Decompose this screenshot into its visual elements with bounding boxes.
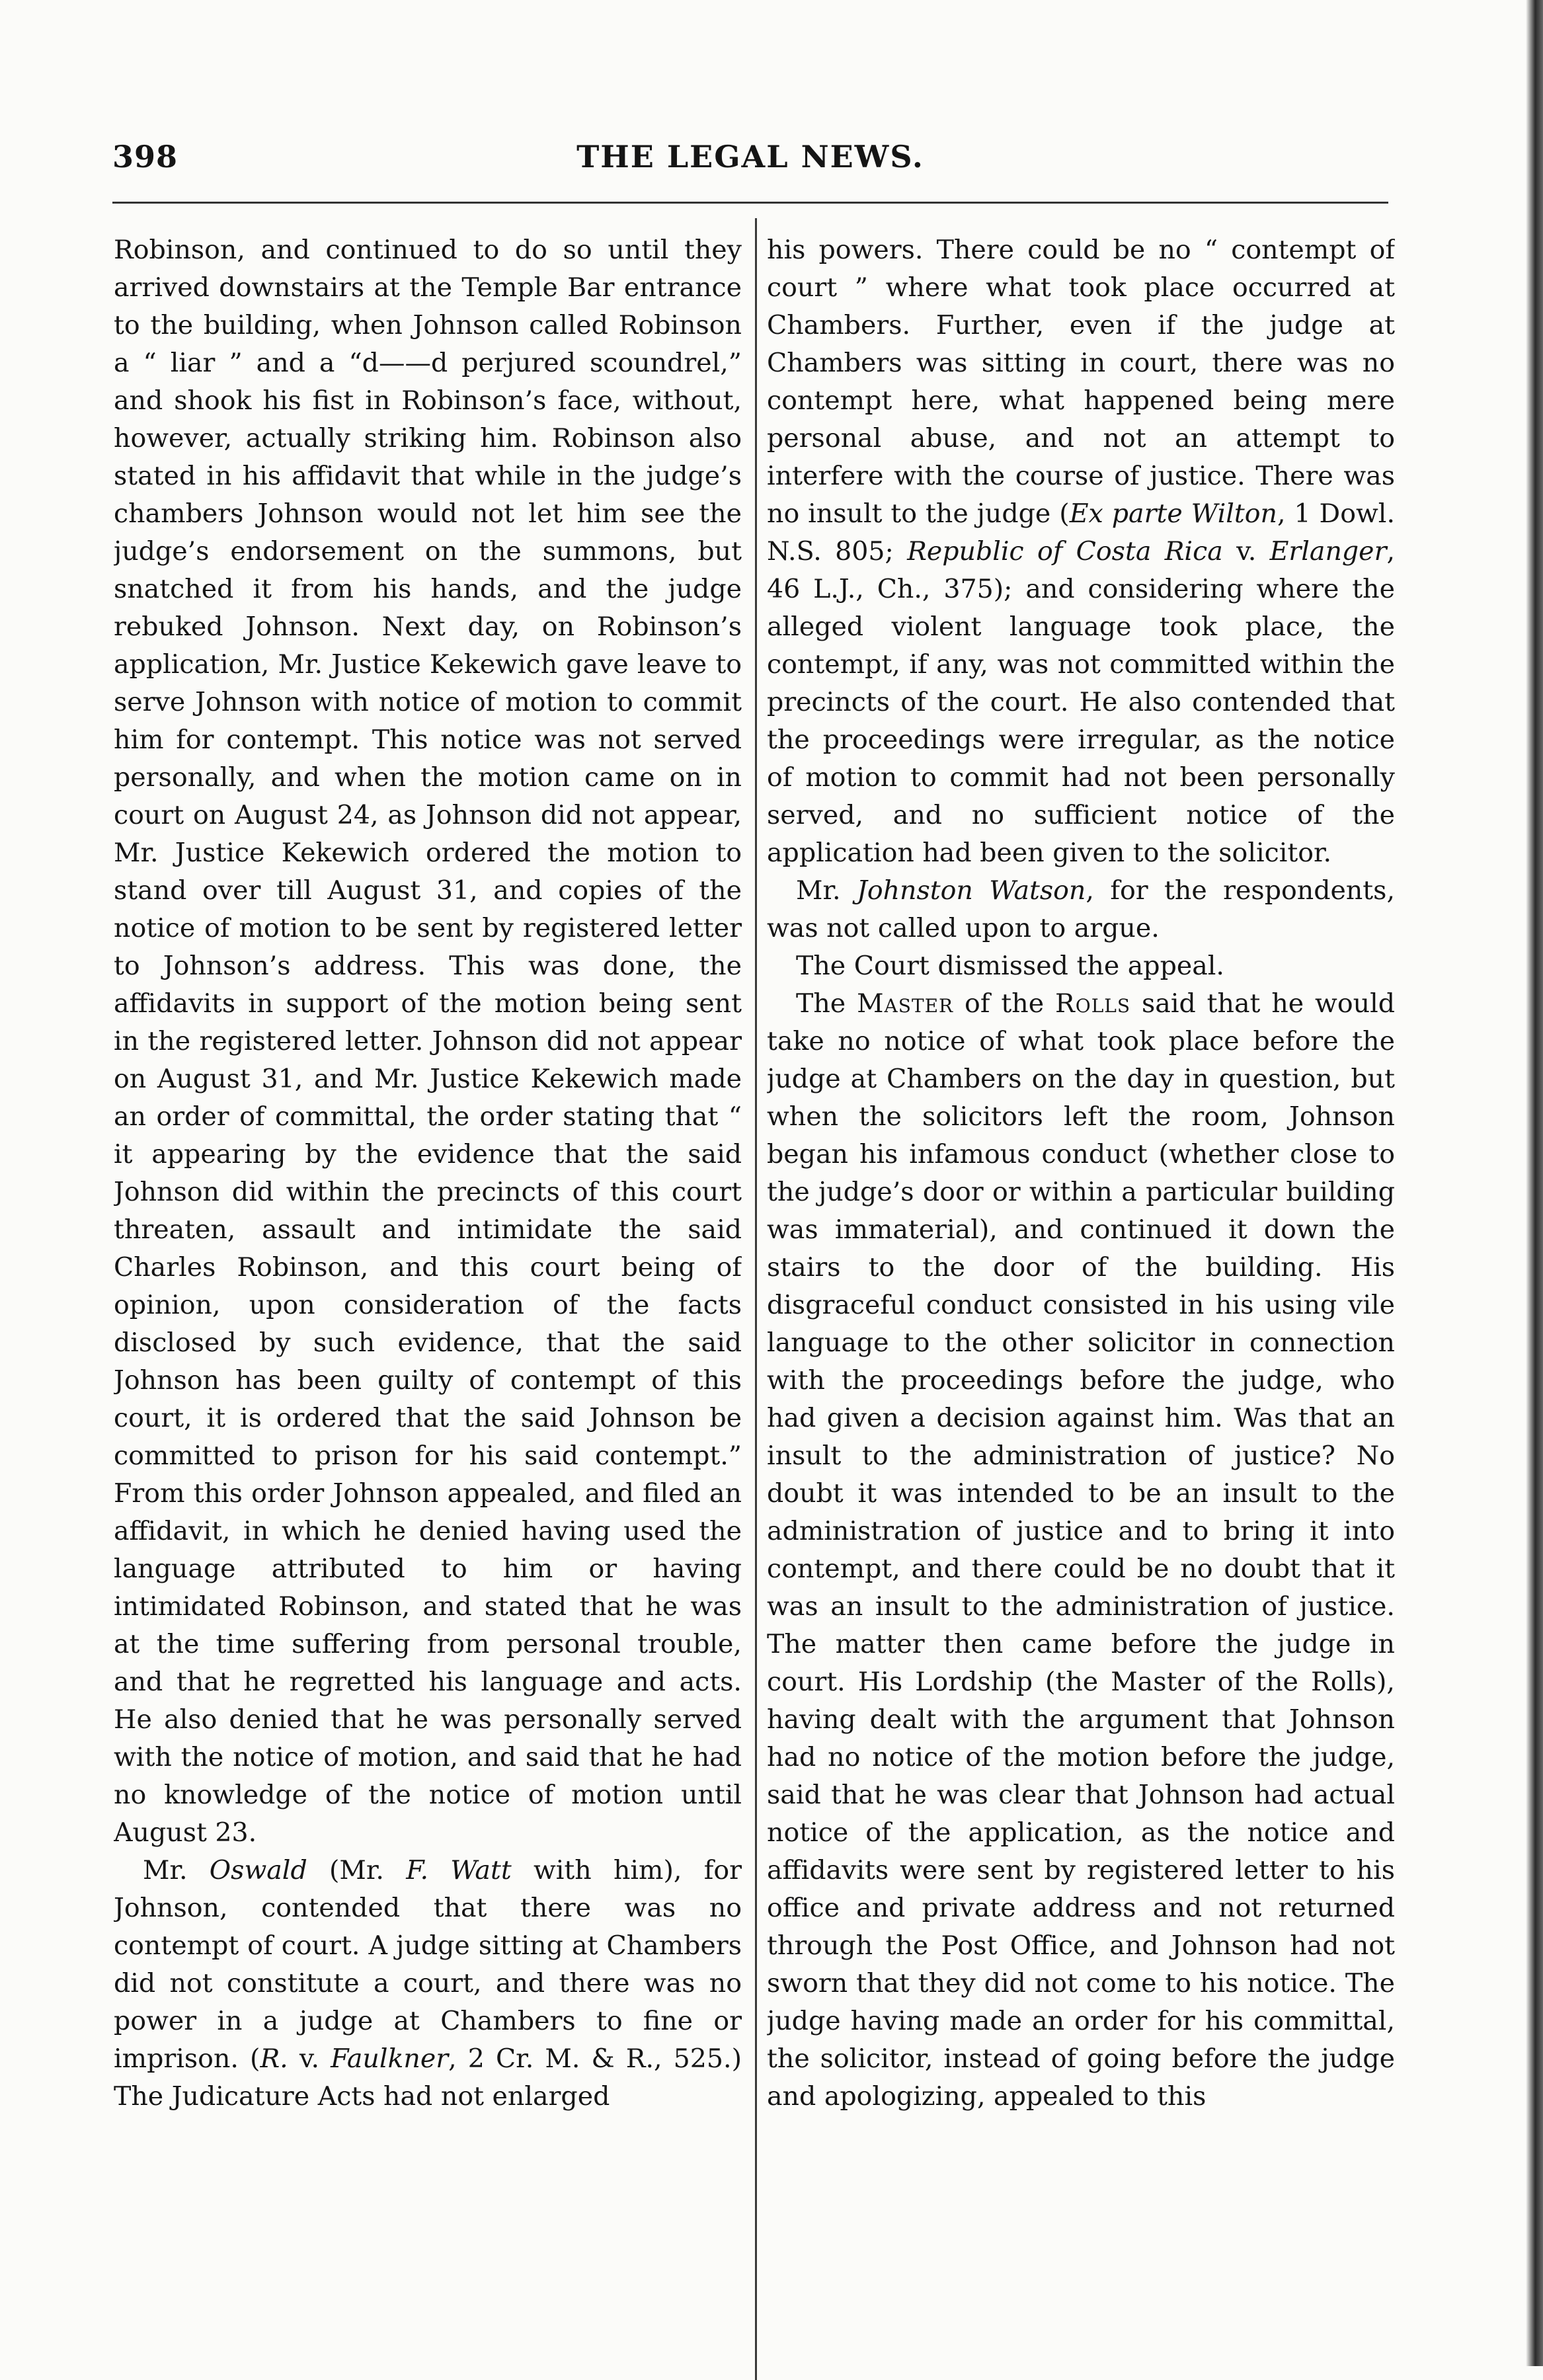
- counsel-name: F. Watt: [406, 1855, 512, 1885]
- right-column: [767, 231, 1395, 2347]
- left-paragraph-2: [114, 1852, 742, 2116]
- left-paragraph-1: Robinson, and continued to do so until they arrived downstairs at the Temple Bar entrance to the building, when Johnson called Robinson a “ liar ” and a “d——d perjured scoundrel,” and shook his fist in Robinson’s face, without, however, actually striking him. Robinson also stated in his affidavit that while in the judge’s chambers Johnson would not let him see the judge’s endorsement on the summons, but snatched it from his hands, and the judge rebuked Johnson. Next day, on Robinson’s application, Mr. Justice Kekewich gave leave to serve Johnson with notice of motion to commit him for contempt. This notice was not served personally, and when the motion came on in court on August 24, as Johnson did not appear, Mr. Justice Kekewich ordered the motion to stand over till August 31, and copies of the notice of motion to be sent by registered letter to Johnson’s address. This was done, the affidavits in support of the motion being sent in the registered letter. Johnson did not appear on August 31, and Mr. Justice Kekewich made an order of committal, the order stating that “ it appearing by the evidence that the said Johnson did within the precincts of this court threaten, assault and intimidate the said Charles Robinson, and this court being of opinion, upon consideration of the facts disclosed by such evidence, that the said Johnson has been guilty of contempt of this court, it is ordered that the said Johnson be committed to prison for his said contempt.” From this order Johnson appealed, and filed an affidavit, in which he denied having used the language attributed to him or having intimidated Robinson, and stated that he was at the time suffering from personal trouble, and that he regretted his language and acts. He also denied that he was personally served with the notice of motion, and said that he had no knowledge of the notice of motion until August 23.: [114, 235, 742, 1848]
- page-header: [112, 139, 1388, 192]
- text-run: Mr.: [796, 875, 857, 906]
- text-run: v.: [288, 2043, 331, 2074]
- small-caps-title: Rolls: [1055, 988, 1131, 1019]
- text-run: Mr.: [143, 1855, 210, 1885]
- right-paragraph-4: [767, 985, 1395, 2116]
- case-citation: R.: [260, 2043, 288, 2074]
- text-run: The: [796, 988, 857, 1019]
- text-run: said that he would take no notice of what took place before the judge at Chambers on the day in question, but when the solicitors left the room, Johnson began his infamous conduct (whether close to the judge’s door or within a particular building was immaterial), and continued it down the stairs to the door of the building. His disgraceful conduct consisted in his using vile language to the other solicitor in connection with the proceedings before the judge, who had given a decision against him. Was that an insult to the administration of justice? No doubt it was intended to be an insult to the administration of justice and to bring it into contempt, and there could be no doubt that it was an insult to the administration of justice. The matter then came before the judge in court. His Lordship (the Master of the Rolls), having dealt with the argument that Johnson had no notice of the motion before the judge, said that he was clear that Johnson had actual notice of the application, as the notice and affidavits were sent by registered letter to his office and private address and not returned through the Post Office, and Johnson had not sworn that they did not come to his notice. The judge having made an order for his committal, the solicitor, instead of going before the judge and apologizing, appealed to this: [767, 988, 1395, 2112]
- text-run: (Mr.: [307, 1855, 407, 1885]
- text-run: of the: [953, 988, 1055, 1019]
- text-run: , 2 Cr. M. & R., 525.) The Judicature Acts had not enlarged: [114, 2043, 742, 2112]
- text-run: , for the respondents, was not called upon to argue.: [767, 875, 1395, 943]
- text-run: his powers. There could be no “ contempt of court ” where what took place occurred at Chambers. Further, even if the judge at Chambers was sitting in court, there was no contempt here, what happened being mere personal abuse, and not an attempt to interfere with the course of justice. There was no insult to the judge (: [767, 235, 1395, 529]
- text-run: , 46 L.J., Ch., 375); and considering where the alleged violent language took place, the contempt, if any, was not committed within the precincts of the court. He also contended that the proceedings were irregular, as the notice of motion to commit had not been personally served, and no sufficient notice of the application had been given to the solicitor.: [767, 536, 1395, 868]
- page-binding-edge: [1526, 0, 1543, 2366]
- column-divider: [755, 218, 757, 2380]
- left-column: [114, 231, 742, 2347]
- counsel-name: Oswald: [209, 1855, 307, 1885]
- running-title: THE LEGAL NEWS.: [576, 139, 924, 175]
- text-run: with him), for Johnson, contended that there was no contempt of court. A judge sitting at Chambers did not constitute a court, and there was no power in a judge at Chambers to fine or imprison. (: [114, 1855, 742, 2074]
- text-run: v.: [1222, 536, 1270, 567]
- page-number: 398: [112, 139, 178, 175]
- case-citation: Republic of Costa Rica: [907, 536, 1223, 567]
- right-paragraph-2: [767, 872, 1395, 947]
- text-run: , 1 Dowl. N.S. 805;: [767, 498, 1395, 567]
- case-citation: Ex parte Wilton: [1069, 498, 1277, 529]
- counsel-name: Johnston Watson: [856, 875, 1086, 906]
- header-rule: [112, 202, 1388, 204]
- right-paragraph-1: [767, 231, 1395, 872]
- case-citation: Erlanger: [1269, 536, 1387, 567]
- case-citation: Faulkner: [331, 2043, 449, 2074]
- right-paragraph-3: The Court dismissed the appeal.: [796, 951, 1224, 981]
- small-caps-title: Master: [857, 988, 954, 1019]
